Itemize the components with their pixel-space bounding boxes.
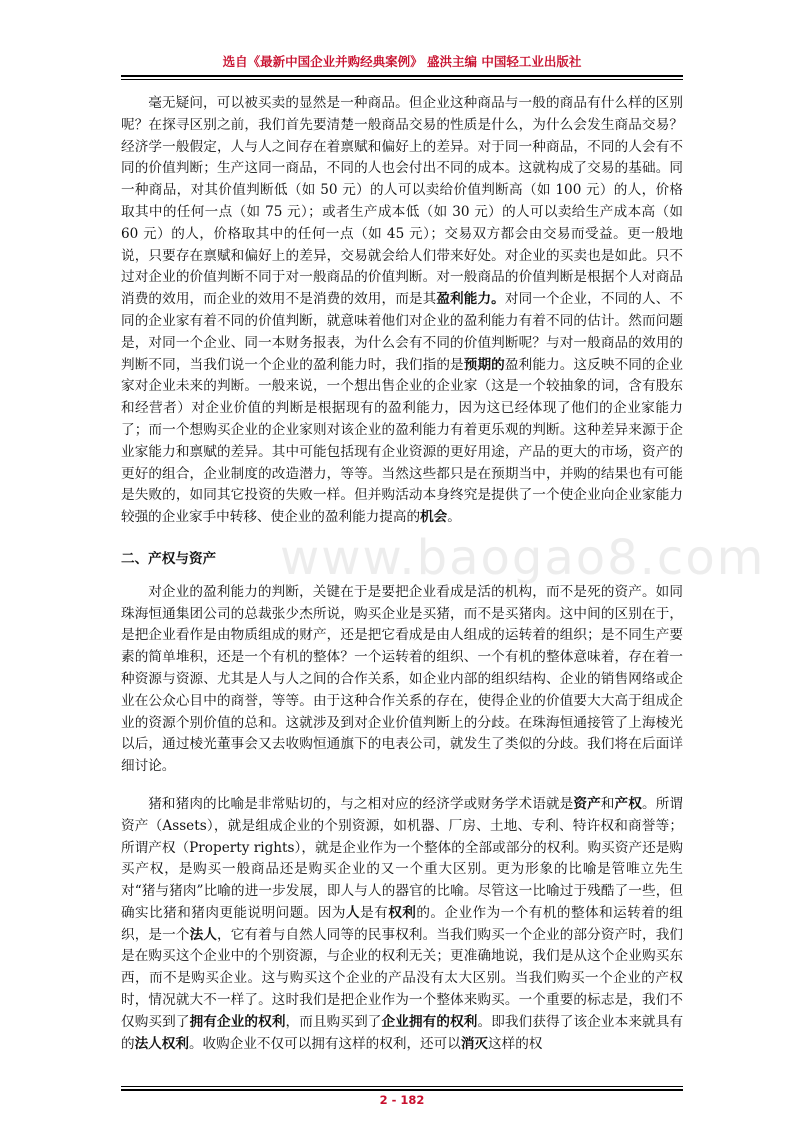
text-run: 的。企业作为一个有机的整体和运转着的组织，是一个 [121,904,684,943]
text-run: 。所谓资产（Assets），就是组成企业的个别资源，如机器、厂房、土地、专利、特许权和商誉等；所谓产权（Property rights），就是企业作为一个整体的全部或部分的权利。购买资产还是购买产权，是购买一般商品还是购买企业的又一个重大区别。更为形象的比喻是管唯立先生对“猪与猪肉”比喻的进一步发展，即人与人的器官的比喻。尽管这一比喻过于残酷了一些，但确实比猪和猪肉更能说明问题。因为 [121,795,684,921]
text-run: ，而且购买到了 [285,1013,382,1030]
section-title: 二、产权与资产 [121,550,217,567]
bold-term: 消灭 [460,1035,489,1052]
text-run: 盈利能力。这反映不同的企业家对企业未来的判断。一般来说，一个想出售企业的企业家（这是一个较抽象的词，含有股东和经营者）对企业价值的判断是根据现有的盈利能力，因为这已经体现了他们的企业家能力了；而一个想购买企业的企业家则对该企业的盈利能力有着更乐观的判断。这种差异来源于企业家能力和禀赋的差异。其中可能包括现有企业资源的更好用途，产品的更大的市场，资产的更好的组合，企业制度的改造潜力，等等。当然这些都只是在预期当中，并购的结果也有可能是失败的，如同其它投资的失败一样。但并购活动本身终究是提供了一个使企业向企业家能力较强的企业家手中转移、使企业的盈利能力提高的 [121,356,684,526]
paragraph-1 [121,93,683,529]
text-run: 对同一个企业，不同的人、不同的企业家有着不同的价值判断，就意味着他们对企业的盈利能力有着不同的估计。然而问题是，对同一个企业、同一本财务报表，为什么会有不同的价值判断呢？与对一般商品的效用的判断不同，当我们说一个企业的盈利能力时，我们指的是 [121,291,684,373]
bold-term: 盈利能力。 [436,291,505,308]
header-rule-thick [121,75,683,77]
text-run: 。收购企业不仅可以拥有这样的权利，还可以 [188,1035,461,1052]
text-run: 。即我们获得了该企业本来就具有的 [121,1013,684,1052]
footer-rule-thin [121,1086,683,1087]
source-header: 选自《最新中国企业并购经典案例》 盛洪主编 中国轻工业出版社 [222,54,582,69]
text-run: ，它有着与自然人同等的民事权利。当我们购买一个企业的部分资产时，我们是在购买这个企业中的个别资源，与企业的权利无关；更准确地说，我们是从这个企业购买东西，而不是购买企业。这与购买这个企业的产品没有太大区别。当我们购买一个企业的产权时，情况就大不一样了。这时我们是把企业作为一个整体来购买。一个重要的标志是，我们不仅购买到了 [121,926,684,1030]
text-run: 猪和猪肉的比喻是非常贴切的，与之相对应的经济学或财务学术语就是 [148,795,574,812]
footer-rule-thick [121,1089,683,1091]
bold-term: 预期的 [463,356,505,373]
paragraph-3 [121,794,683,1056]
watermark: www.baogao8.com [280,530,766,586]
bold-term: 企业拥有的权利 [381,1013,478,1030]
header-rule-thin [121,79,683,80]
bold-term: 法人 [189,926,217,943]
bold-term: 人 [346,904,361,921]
text-run: 。 [447,509,461,526]
bold-term: 权利 [388,904,417,921]
bold-term: 拥有企业的权利 [189,1013,286,1030]
bold-term: 机会 [420,509,448,526]
text-run: 这样的权 [488,1035,543,1052]
text-run: 毫无疑问，可以被买卖的显然是一种商品。但企业这种商品与一般的商品有什么样的区别呢？在探寻区别之前，我们首先要清楚一般商品交易的性质是什么，为什么会发生商品交易？经济学一般假定，人与人之间存在着禀赋和偏好上的差异。对于同一种商品，不同的人会有不同的价值判断；生产这同一商品，不同的人也会付出不同的成本。这就构成了交易的基础。同一种商品，对其价值判断低（如 50 元）的人可以卖给价值判断高（如 100 元）的人，价格取其中的任何一点（如 75 元）；或者生产成本低（如 30 元）的人可以卖给生产成本高（如 60 元）的人，价格取其中的任何一点（如 45 元）；交易双方都会由交易而受益。更一般地说，只要存在禀赋和偏好上的差异，交易就会给人们带来好处。对企业的买卖也是如此。只不过对企业的价值判断不同于对一般商品的价值判断。对一般商品的价值判断是根据个人对商品消费的效用，而企业的效用不是消费的效用，而是其 [121,95,683,308]
bold-term: 法人权利 [134,1035,189,1052]
bold-term: 产权 [614,795,642,812]
page-number: 2 - 182 [379,1093,425,1107]
document-body [121,93,683,1055]
text-run: 是有 [360,904,389,921]
text-run: 和 [600,795,615,812]
bold-term: 资产 [573,795,601,812]
paragraph-2: 对企业的盈利能力的判断，关键在于是要把企业看成是活的机构，而不是死的资产。如同珠海恒通集团公司的总裁张少杰所说，购买企业是买猪，而不是买猪肉。这中间的区别在于，是把企业看作是由物质组成的财产，还是把它看成是由人组成的运转着的组织；是不同生产要素的简单堆积，还是一个有机的整体？一个运转着的组织、一个有机的整体意味着，存在着一种资源与资源、尤其是人与人之间的合作关系，如企业内部的组织结构、企业的销售网络或企业在公众心目中的商誉，等等。由于这种合作关系的存在，使得企业的价值要大大高于组成企业的资源个别价值的总和。这就涉及到对企业价值判断上的分歧。在珠海恒通接管了上海棱光以后，通过棱光董事会又去收购恒通旗下的电表公司，就发生了类似的分歧。我们将在后面详细讨论。 [121,583,683,775]
